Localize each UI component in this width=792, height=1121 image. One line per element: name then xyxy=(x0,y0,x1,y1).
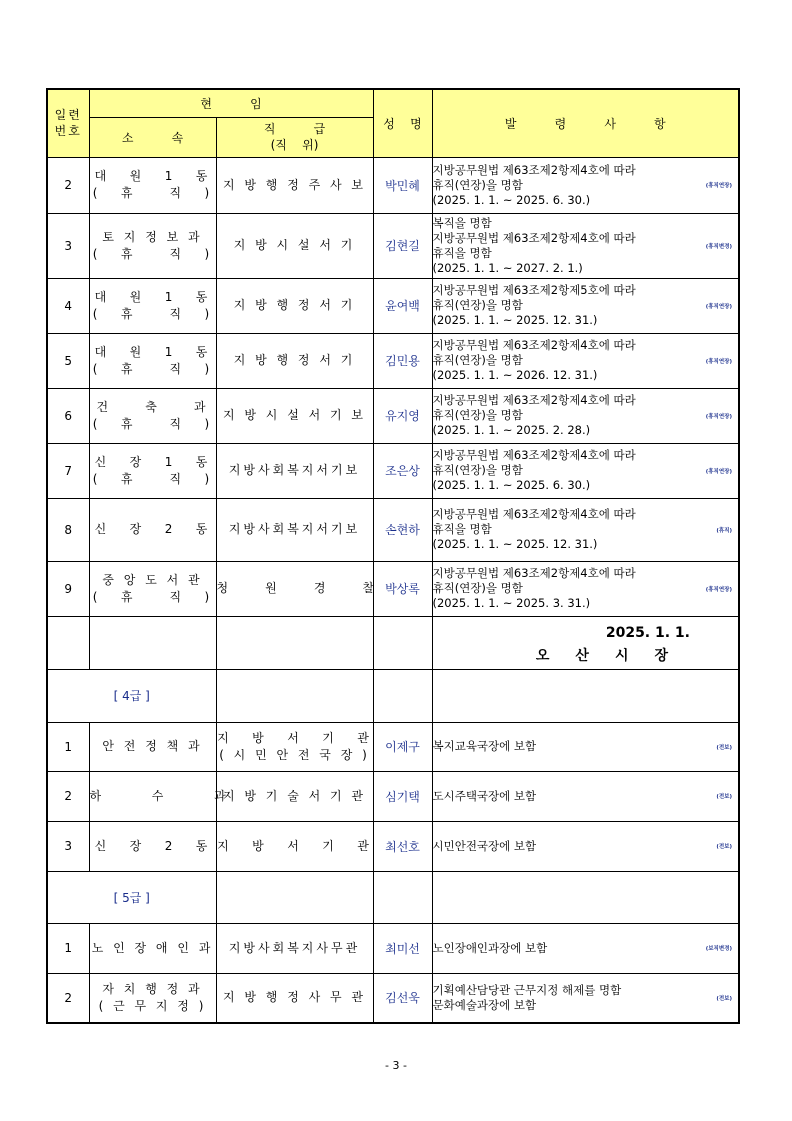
header-serial: 일련 번호 xyxy=(47,89,89,157)
table-row: 2 자 치 행 정 과 ( 근 무 지 정 ) 지 방 행 정 사 무 관 김선욱 기획예산담당관 근무지정 해제를 명함 문화예술과장에 보함 (전보) xyxy=(47,973,739,1023)
header-rank: 직 급 (직 위) xyxy=(216,117,373,157)
table-row: 2 대 원 1 동 ( 휴 직 ) 지 방 행 정 주 사 보 박민혜 지방공무원법 제63조제2항제4호에 따라 휴직(연장)을 명함 (2025. 1. 1. ~ 2025. 6. 30.) (휴직연장) xyxy=(47,157,739,213)
order-tag: (휴직연장) xyxy=(705,358,732,365)
grade-section-row xyxy=(47,669,739,722)
table-row: 3 토 지 정 보 과 ( 휴 직 ) 지 방 시 설 서 기 김현길 복직을 명함 지방공무원법 제63조제2항제4호에 따라 휴직을 명함 (2025. 1. 1. ~ 2027. 2. 1.) (휴직변경) xyxy=(47,213,739,278)
order-tag: (휴직변경) xyxy=(705,243,732,250)
order-tag: (휴직연장) xyxy=(705,468,732,475)
order-tag: (휴직연장) xyxy=(705,303,732,310)
order-tag: (전보) xyxy=(716,844,732,850)
order-tag: (전보) xyxy=(716,794,732,800)
header-dept: 소 속 xyxy=(89,117,216,157)
table-row: 1 노 인 장 애 인 과 지방사회복지사무관 최미선 노인장애인과장에 보함 (보직변경) xyxy=(47,923,739,973)
table-row: 1 안 전 정 책 과 지 방 서 기 관 ( 시 민 안 전 국 장 ) 이제구 복지교육국장에 보함 (전보) xyxy=(47,722,739,771)
table-row: 8 신 장 2 동 지방사회복지서기보 손현하 지방공무원법 제63조제2항제4호에 따라 휴직을 명함 (2025. 1. 1. ~ 2025. 12. 31.) (휴직) xyxy=(47,498,739,561)
header-current: 현 임 xyxy=(89,89,373,117)
order-tag: (휴직연장) xyxy=(705,183,732,189)
table-row: 6 건 축 과 ( 휴 직 ) 지 방 시 설 서 기 보 유지영 지방공무원법 제63조제2항제4호에 따라 휴직(연장)을 명함 (2025. 1. 1. ~ 2025. 2. 28.) (휴직연장) xyxy=(47,388,739,443)
table-row: 3 신 장 2 동 지 방 서 기 관 최선호 시민안전국장에 보함 (전보) xyxy=(47,821,739,871)
grade-4-label: [ 4급 ] xyxy=(47,669,216,722)
header-order: 발 령 사 항 xyxy=(432,89,739,157)
page-number: - 3 - xyxy=(385,1059,407,1072)
signature-issuer: 오산시장 xyxy=(535,647,694,664)
signature-date: 2025. 1. 1. xyxy=(605,624,690,641)
order-tag: (휴직) xyxy=(716,527,732,534)
order-tag: (휴직연장) xyxy=(705,586,732,593)
table-row: 9 중 앙 도 서 관 ( 휴 직 ) 청 원 경 찰 박상록 지방공무원법 제63조제2항제4호에 따라 휴직(연장)을 명함 (2025. 1. 1. ~ 2025. 3. 31.) (휴직연장) xyxy=(47,561,739,616)
grade-5-label: [ 5급 ] xyxy=(47,871,216,923)
order-tag: (휴직연장) xyxy=(705,413,732,420)
table-row: 2 하 수 과 지 방 기 술 서 기 관 심기택 도시주택국장에 보함 (전보) xyxy=(47,771,739,821)
order-tag: (전보) xyxy=(716,995,732,1002)
table-row: 5 대 원 1 동 ( 휴 직 ) 지 방 행 정 서 기 김민용 지방공무원법 제63조제2항제4호에 따라 휴직(연장)을 명함 (2025. 1. 1. ~ 2026. 12. 31.) (휴직연장) xyxy=(47,333,739,388)
table-row: 7 신 장 1 동 ( 휴 직 ) 지방사회복지서기보 조은상 지방공무원법 제63조제2항제4호에 따라 휴직(연장)을 명함 (2025. 1. 1. ~ 2025. 6. 30.) (휴직연장) xyxy=(47,443,739,498)
header-name: 성 명 xyxy=(373,89,432,157)
signature-row xyxy=(47,616,739,669)
personnel-order-table xyxy=(46,88,740,1024)
table-row: 4 대 원 1 동 ( 휴 직 ) 지 방 행 정 서 기 윤여백 지방공무원법 제63조제2항제5호에 따라 휴직(연장)을 명함 (2025. 1. 1. ~ 2025. 12. 31.) (휴직연장) xyxy=(47,278,739,333)
grade-section-row xyxy=(47,871,739,923)
order-tag: (보직변경) xyxy=(705,946,732,952)
order-tag: (전보) xyxy=(716,744,732,751)
